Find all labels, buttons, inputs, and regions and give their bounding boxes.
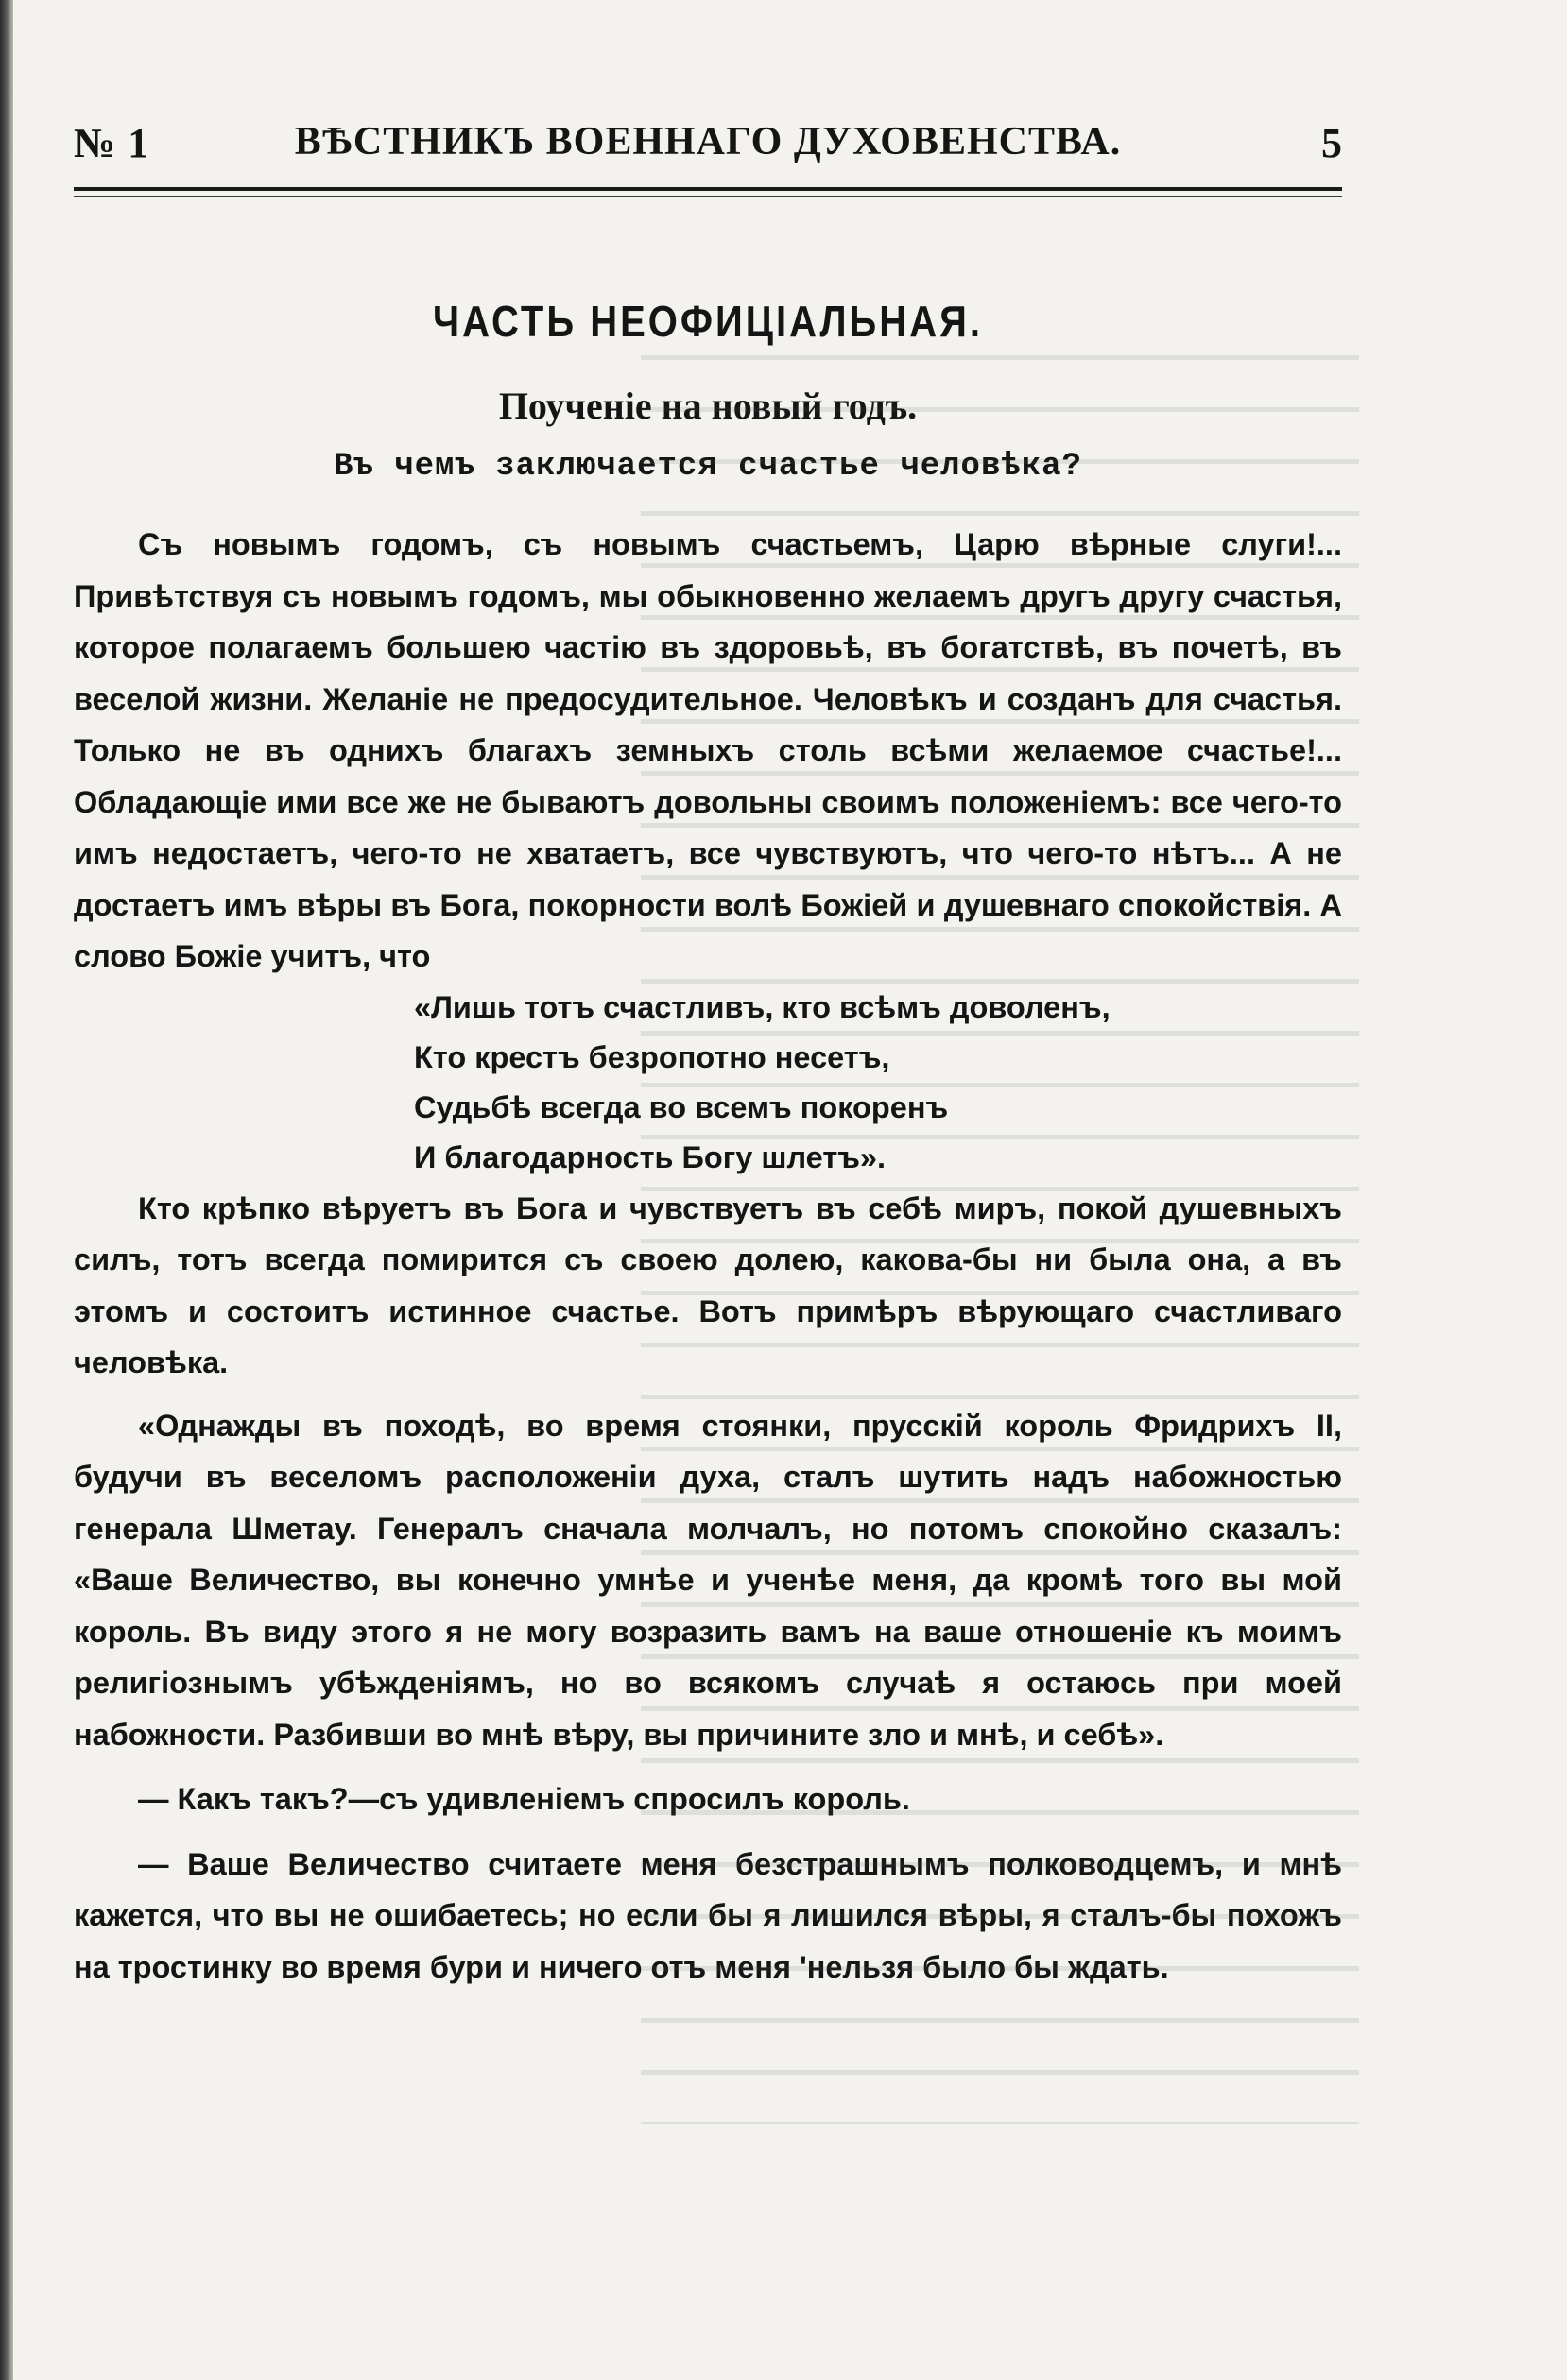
scan-binding-edge [0, 0, 13, 2380]
poem-line: Судьбѣ всегда во всемъ покоренъ [414, 1089, 949, 1124]
poem-line: «Лишь тотъ счастливъ, кто всѣмъ доволенъ, [414, 989, 1111, 1024]
page-number: 5 [1321, 120, 1342, 166]
article-body [74, 519, 1342, 1993]
journal-title: ВѢСТНИКЪ ВОЕННАГО ДУХОВЕНСТВА. [294, 120, 1122, 163]
poem-line: И благодарность Богу шлетъ». [414, 1139, 887, 1174]
section-title: ЧАСТЬ НЕОФИЦIАЛЬНАЯ. [433, 298, 983, 347]
journal-page [74, 111, 1342, 2303]
dialogue-line: — Какъ такъ?—съ удивленiемъ спросилъ король. [138, 1782, 910, 1816]
paragraph: Съ новымъ годомъ, съ новымъ счастьемъ, Царю вѣрные слуги!... Привѣтствуя съ новымъ годомъ, мы обыкновенно желаемъ другъ другу счастья, которое полагаемъ большею частiю въ здоровьѣ, въ богатствѣ, въ почетѣ, въ веселой жизни. Желанiе не предосудительное. Человѣкъ и созданъ для счастья. Только не въ однихъ благахъ земныхъ столь всѣми желаемое счастье!... Обладающiе ими все же не бываютъ довольны своимъ положенiемъ: все чего-то имъ недостаетъ, чего-то не хватаетъ, все чувствуютъ, что чего-то нѣтъ... А не достаетъ имъ вѣры въ Бога, покорности волѣ Божiей и душевнаго спокойствiя. А слово Божiе учитъ, что [74, 527, 1342, 973]
dialogue-line: — Ваше Величество считаете меня безстрашнымъ полководцемъ, и мнѣ кажется, что вы не ошибаетесь; но если бы я лишился вѣры, я сталъ-бы похожъ на тростинку во время бури и ничего отъ меня 'нельзя было бы ждать. [74, 1846, 1342, 1984]
poem-line: Кто крестъ безропотно несетъ, [414, 1039, 890, 1074]
header-rule-thin [74, 196, 1342, 197]
paragraph: «Однажды въ походѣ, во время стоянки, прусскiй король Фридрихъ II, будучи въ веселомъ расположенiи духа, сталъ шутить надъ набожностью генерала Шметау. Генералъ сначала молчалъ, но потомъ спокойно сказалъ: «Ваше Величество, вы конечно умнѣе и ученѣе меня, да кромѣ того вы мой король. Въ виду этого я не могу возразить вамъ на ваше отношенiе къ моимъ религiознымъ убѣжденiямъ, но во всякомъ случаѣ я остаюсь при моей набожности. Разбивши во мнѣ вѣру, вы причините зло и мнѣ, и себѣ». [74, 1408, 1342, 1752]
paragraph: Кто крѣпко вѣруетъ въ Бога и чувствуетъ въ себѣ миръ, покой душевныхъ силъ, тотъ всегда помирится съ своею долею, какова-бы ни была она, а въ этомъ и состоитъ истинное счастье. Вотъ примѣръ вѣрующаго счастливаго человѣка. [74, 1190, 1342, 1379]
sermon-subtitle: Въ чемъ заключается счастье человѣка? [334, 449, 1082, 485]
sermon-title: Поученiе на новый годъ. [498, 385, 918, 427]
poem-quote [414, 983, 1342, 1183]
header-rule-thick [74, 187, 1342, 191]
running-header [74, 111, 1342, 178]
issue-number: № 1 [74, 120, 150, 166]
